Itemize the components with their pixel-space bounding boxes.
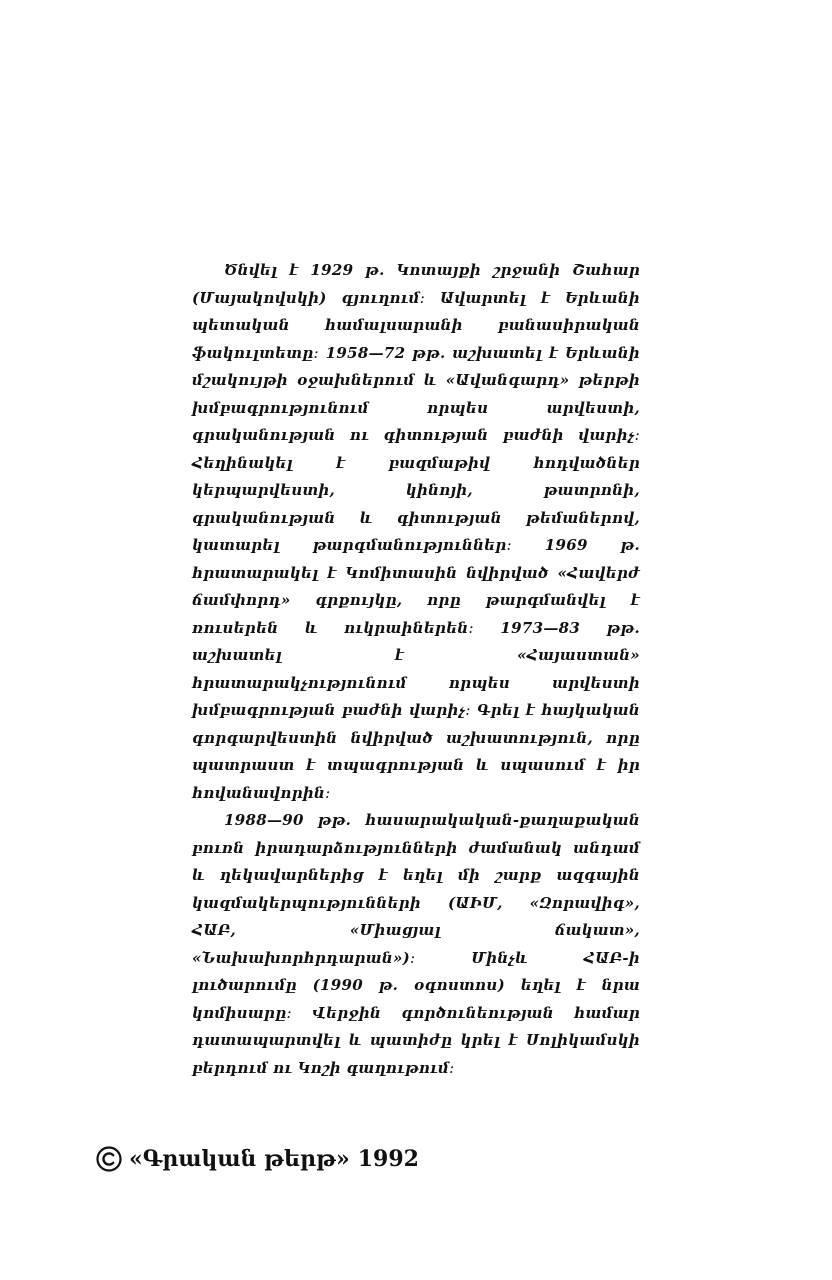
- copyright-year: 1992: [357, 1146, 419, 1172]
- author-biography: [192, 257, 640, 1082]
- copyright-publisher: «Գրական թերթ»: [129, 1146, 350, 1172]
- biography-paragraph-1: Ծնվել է 1929 թ. Կոտայքի շրջանի Շահար (Մայակովսկի) գյուղում։ Ավարտել է Երևանի պետական համալսարանի բանասիրական ֆակուլտետը։ 1958—72 թթ. աշխատել է Երևանի մշակույթի օջախներում և «Ավանգարդ» թերթի խմբագրությունում որպես արվեստի, գրականության ու գիտության բաժնի վարիչ։ Հեղինակել է բազմաթիվ հոդվածներ կերպարվեստի, կինոյի, թատրոնի, գրականության և գիտության թեմաներով, կատարել թարգմանություններ։ 1969 թ. հրատարակել է Կոմիտասին նվիրված «Հավերժ ճամփորդ» գրքույկը, որը թարգմանվել է ռուսերեն և ուկրաիներեն։ 1973—83 թթ. աշխատել է «Հայաստան» հրատարակչությունում որպես արվեստի խմբագրության բաժնի վարիչ։ Գրել է հայկական գորգարվեստին նվիրված աշխատություն, որը պատրաստ է տպագրության և սպասում է իր հովանավորին։: [192, 261, 640, 802]
- biography-paragraph-2: 1988—90 թթ. հասարակական-քաղաքական բուռն իրադարձությունների ժամանակ անդամ և ղեկավարներից է եղել մի շարք ազգային կազմակերպությունների (ԱԻՄ, «Զորավիգ», ՀԱԲ, «Միացյալ ճակատ», «Նախախորհրդարան»)։ Մինչև ՀԱԲ-ի լուծարումը (1990 թ. օգոստոս) եղել է նրա կոմիսարը։ Վերջին գործունեության համար դատապարտվել և պատիժը կրել է Սոլիկամսկի բերդում ու Կոշի գաղութում։: [192, 811, 640, 1077]
- copyright-line: [96, 1143, 496, 1175]
- copyright-icon: [96, 1146, 122, 1172]
